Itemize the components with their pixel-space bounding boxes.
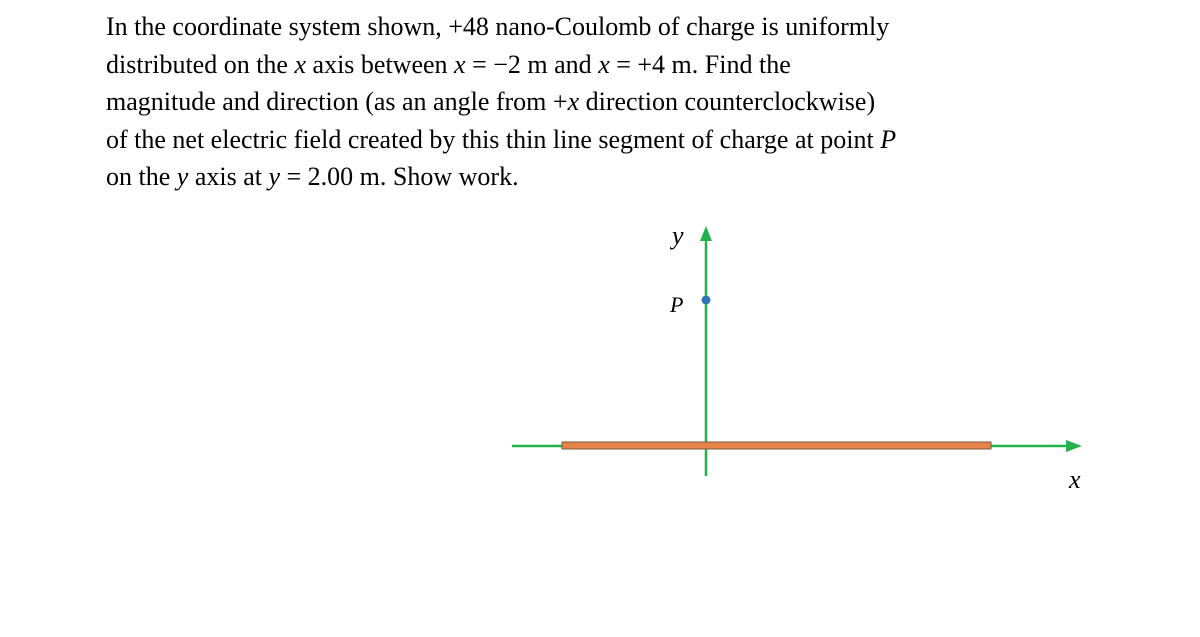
- x-axis-label: x: [1069, 465, 1081, 494]
- problem-text: on the: [106, 162, 177, 191]
- point-p-marker: [702, 296, 711, 305]
- problem-text: = 2.00 m. Show work.: [280, 162, 519, 191]
- math-variable-x: x: [598, 49, 610, 79]
- charge-rod: [562, 442, 991, 449]
- problem-text: = −2 m and: [465, 49, 599, 79]
- y-axis-label: y: [672, 221, 684, 250]
- problem-text: magnitude and direction (as an angle from +: [106, 87, 568, 116]
- problem-text: = +4 m. Find the: [609, 49, 791, 79]
- problem-text: direction counterclockwise): [579, 87, 876, 116]
- problem-text: axis between: [306, 49, 455, 79]
- problem-text: of the net electric field created by this thin line segment of charge at point: [106, 124, 881, 154]
- problem-text: In the coordinate system shown, +48 nano-Coulomb of charge is uniformly: [106, 12, 890, 41]
- math-variable-y: y: [176, 162, 189, 191]
- point-p-label: P: [670, 292, 684, 317]
- math-variable-x: x: [454, 49, 466, 79]
- x-axis-arrowhead: [1066, 440, 1082, 452]
- math-variable-p: P: [880, 124, 897, 154]
- math-variable-y: y: [268, 162, 281, 191]
- math-variable-x: x: [567, 87, 580, 116]
- problem-text: distributed on the: [106, 49, 295, 79]
- y-axis-arrowhead: [700, 226, 712, 241]
- math-variable-x: x: [294, 49, 307, 79]
- problem-text: axis at: [188, 162, 269, 191]
